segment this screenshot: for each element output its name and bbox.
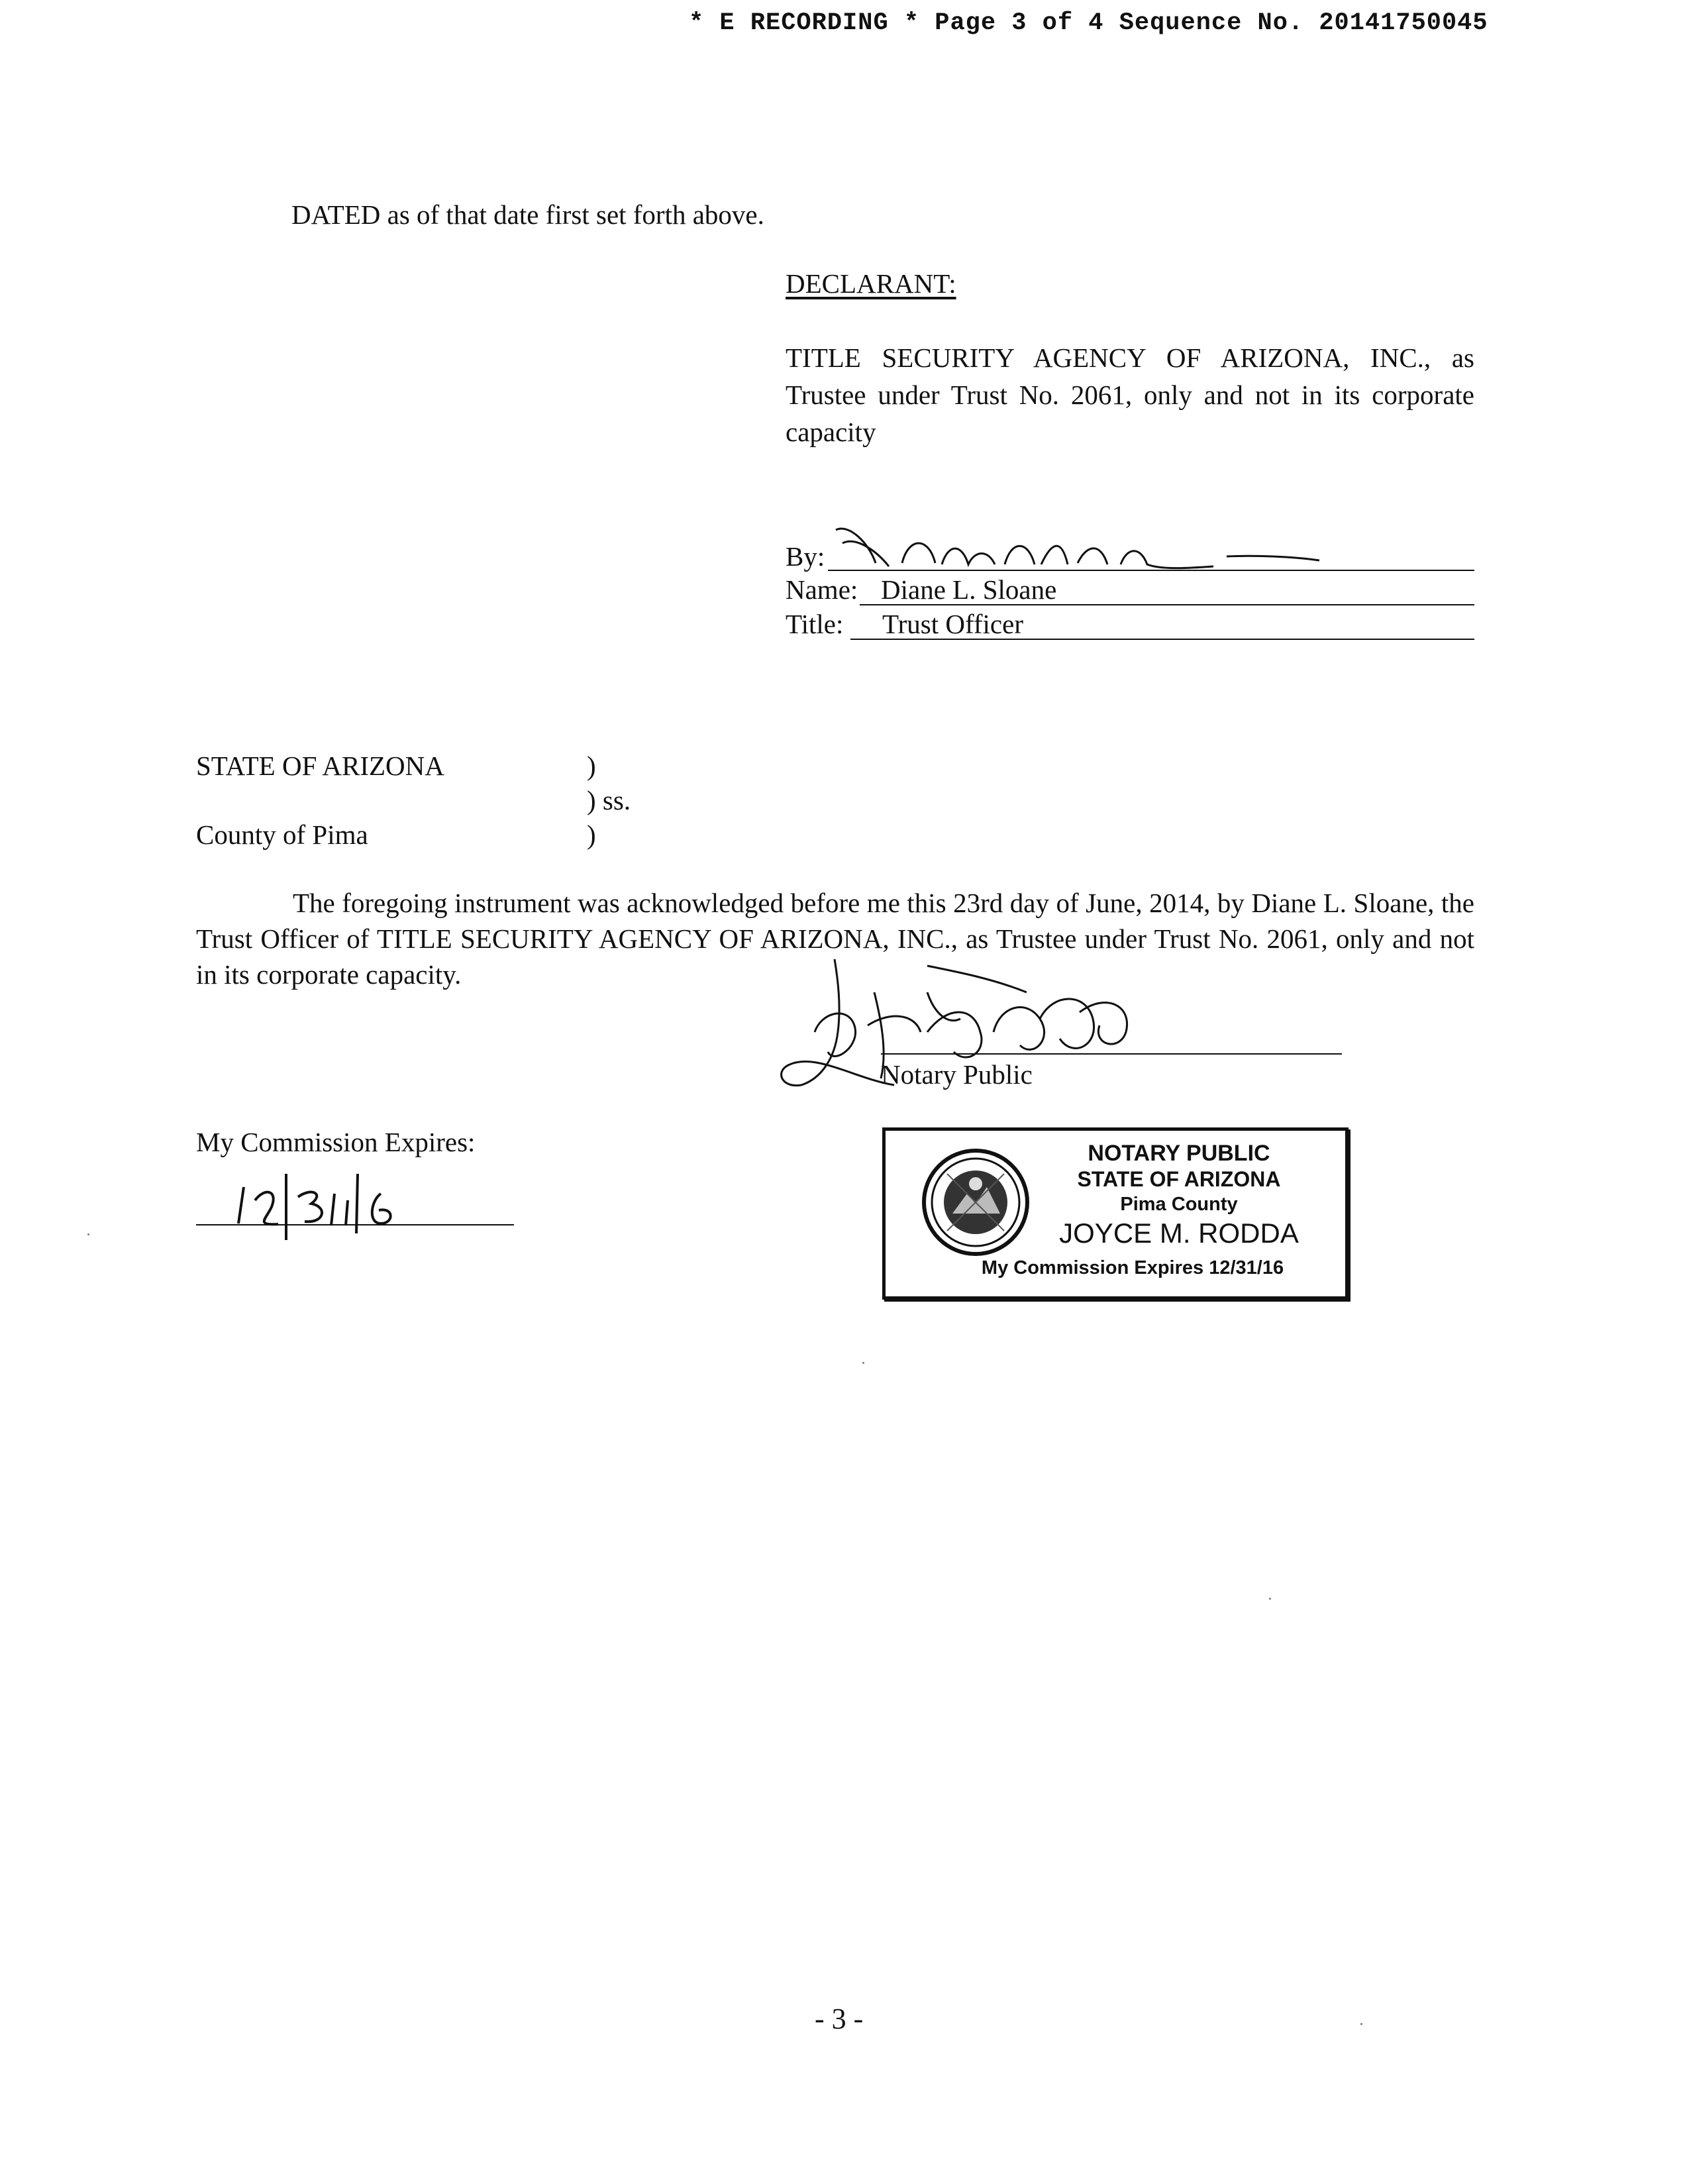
commission-handwritten-date xyxy=(225,1161,424,1247)
declarant-heading: DECLARANT: xyxy=(786,268,956,299)
stamp-line-1: NOTARY PUBLIC xyxy=(1088,1141,1270,1166)
commission-label: My Commission Expires: xyxy=(196,1127,476,1157)
name-value: Diane L. Sloane xyxy=(881,574,1057,605)
by-label: By: xyxy=(786,541,825,572)
stamp-line-5: My Commission Expires 12/31/16 xyxy=(981,1257,1284,1278)
scan-speck xyxy=(87,1233,89,1235)
declarant-body: TITLE SECURITY AGENCY OF ARIZONA, INC., as Trustee under Trust No. 2061, only and not in its corporate capacity xyxy=(786,342,1474,447)
state-seal-icon xyxy=(921,1147,1031,1257)
title-value: Trust Officer xyxy=(882,609,1023,639)
stamp-line-4: JOYCE M. RODDA xyxy=(1059,1218,1299,1249)
dated-line: DATED as of that date first set forth above. xyxy=(291,199,764,230)
title-label: Title: xyxy=(786,609,844,639)
scan-speck xyxy=(1269,1598,1271,1600)
declarant-signature xyxy=(829,517,1333,576)
notary-caption: Notary Public xyxy=(881,1059,1033,1090)
stamp-line-2: STATE OF ARIZONA xyxy=(1077,1167,1281,1191)
venue-paren-3: ) xyxy=(587,819,596,850)
venue-ss: ) ss. xyxy=(587,785,631,815)
venue-state: STATE OF ARIZONA xyxy=(196,751,444,781)
name-label: Name: xyxy=(786,574,858,605)
notary-signature-line xyxy=(881,1053,1342,1055)
venue-paren-1: ) xyxy=(587,751,596,781)
stamp-line-3: Pima County xyxy=(1120,1194,1238,1215)
page-number: - 3 - xyxy=(815,2002,864,2035)
acknowledgment-paragraph: The foregoing instrument was acknowledged before me this 23rd day of June, 2014, by Diane L. Sloane, the Trust Officer of TITLE SECURITY AGENCY OF ARIZONA, INC., as Trustee under Trust No. 2061, only and not in its corporate capacity. xyxy=(196,888,1474,990)
recording-header: * E RECORDING * Page 3 of 4 Sequence No. 20141750045 xyxy=(689,9,1488,37)
venue-county: County of Pima xyxy=(196,819,368,850)
scan-speck xyxy=(862,1362,864,1364)
scan-speck xyxy=(1360,2023,1362,2025)
